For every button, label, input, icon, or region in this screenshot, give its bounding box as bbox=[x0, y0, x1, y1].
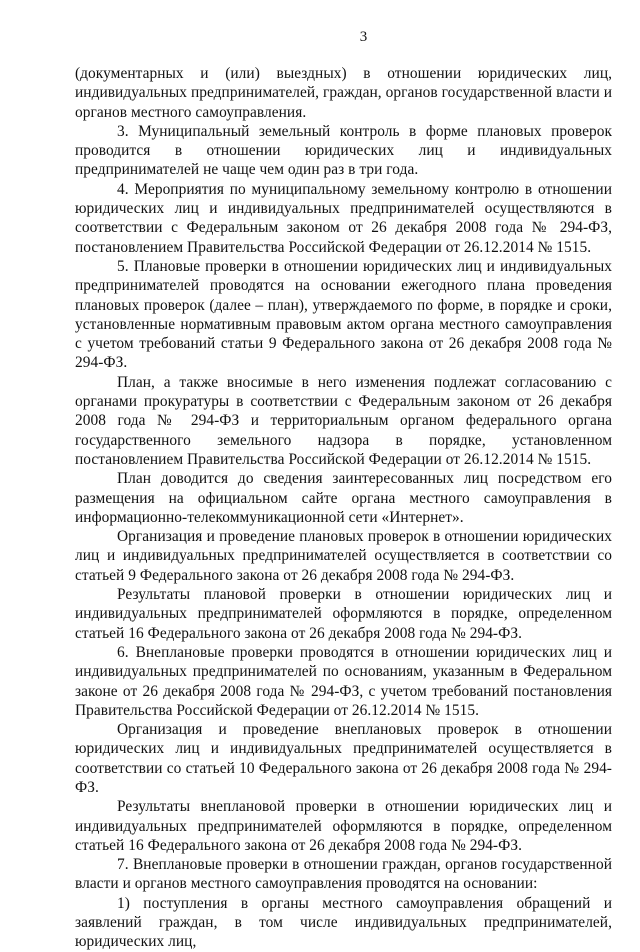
paragraph-item-3: 3. Муниципальный земельный контроль в форме плановых проверок проводится в отношении юридических лиц и индивидуальных предпринимателей не чаще чем один раз в три года. bbox=[75, 122, 612, 179]
paragraph-plan-publication: План доводится до сведения заинтересованных лиц посредством его размещения на официальном сайте органа местного самоуправления в информационно-телекоммуникационной сети «Интернет». bbox=[75, 470, 612, 526]
paragraph-unplanned-inspection-organization: Организация и проведение внеплановых проверок в отношении юридических лиц и индивидуальных предпринимателей осуществляется в соответствии со статьей 10 Федерального закона от 26 декабря 2008 года № 294-ФЗ. bbox=[75, 721, 612, 796]
paragraph-plan-approval: План, а также вносимые в него изменения подлежат согласованию с органами прокуратуры в соответствии с Федеральным законом от 26 декабря 2008 года № 294-ФЗ и территориальным органом федерального органа государственного земельного надзора в порядке, установленном постановлением Правительства Российской Федерации от 26.12.2014 № 1515. bbox=[75, 373, 612, 468]
paragraph-planned-inspection-organization: Организация и проведение плановых проверок в отношении юридических лиц и индивидуальных предпринимателей осуществляется в соответствии со статьей 9 Федерального закона от 26 декабря 2008 года № 294-ФЗ. bbox=[75, 528, 612, 584]
paragraph-item-4: 4. Мероприятия по муниципальному земельному контролю в отношении юридических лиц и индивидуальных предпринимателей осуществляются в соответствии с Федеральным законом от 26 декабря 2008 года № 294-ФЗ, постановлением Правительства Российской Федерации от 26.12.2014 № 1515. bbox=[75, 180, 612, 256]
paragraph-item-5: 5. Плановые проверки в отношении юридических лиц и индивидуальных предпринимателей проводятся на основании ежегодного плана проведения плановых проверок (далее – план), утверждаемого по форме, в порядке и сроки, установленные нормативным правовым актом органа местного самоуправления с учетом требований статьи 9 Федерального закона от 26 декабря 2008 года № 294-ФЗ. bbox=[75, 257, 612, 372]
paragraph-item-7-1: 1) поступления в органы местного самоуправления обращений и заявлений граждан, в том числе индивидуальных предпринимателей, юридических лиц, bbox=[75, 894, 612, 951]
paragraph-item-7: 7. Внеплановые проверки в отношении граждан, органов государственной власти и органов местного самоуправления проводятся на основании: bbox=[75, 856, 612, 893]
paragraph-continuation: (документарных и (или) выездных) в отношении юридических лиц, индивидуальных предпринимателей, граждан, органов государственной власти и органов местного самоуправления. bbox=[75, 65, 612, 121]
paragraph-item-6: 6. Внеплановые проверки проводятся в отношении юридических лиц и индивидуальных предпринимателей по основаниям, указанным в Федеральном законе от 26 декабря 2008 года № 294-ФЗ, с учетом требований постановления Правительства Российской Федерации от 26.12.2014 № 1515. bbox=[75, 643, 612, 719]
paragraph-planned-inspection-results: Результаты плановой проверки в отношении юридических лиц и индивидуальных предпринимателей оформляются в порядке, определенном статьей 16 Федерального закона от 26 декабря 2008 года № 294-ФЗ. bbox=[75, 586, 612, 642]
paragraph-unplanned-inspection-results: Результаты внеплановой проверки в отношении юридических лиц и индивидуальных предпринимателей оформляются в порядке, определенном статьей 16 Федерального закона от 26 декабря 2008 года № 294-ФЗ. bbox=[75, 798, 612, 854]
page-number: 3 bbox=[359, 29, 368, 45]
